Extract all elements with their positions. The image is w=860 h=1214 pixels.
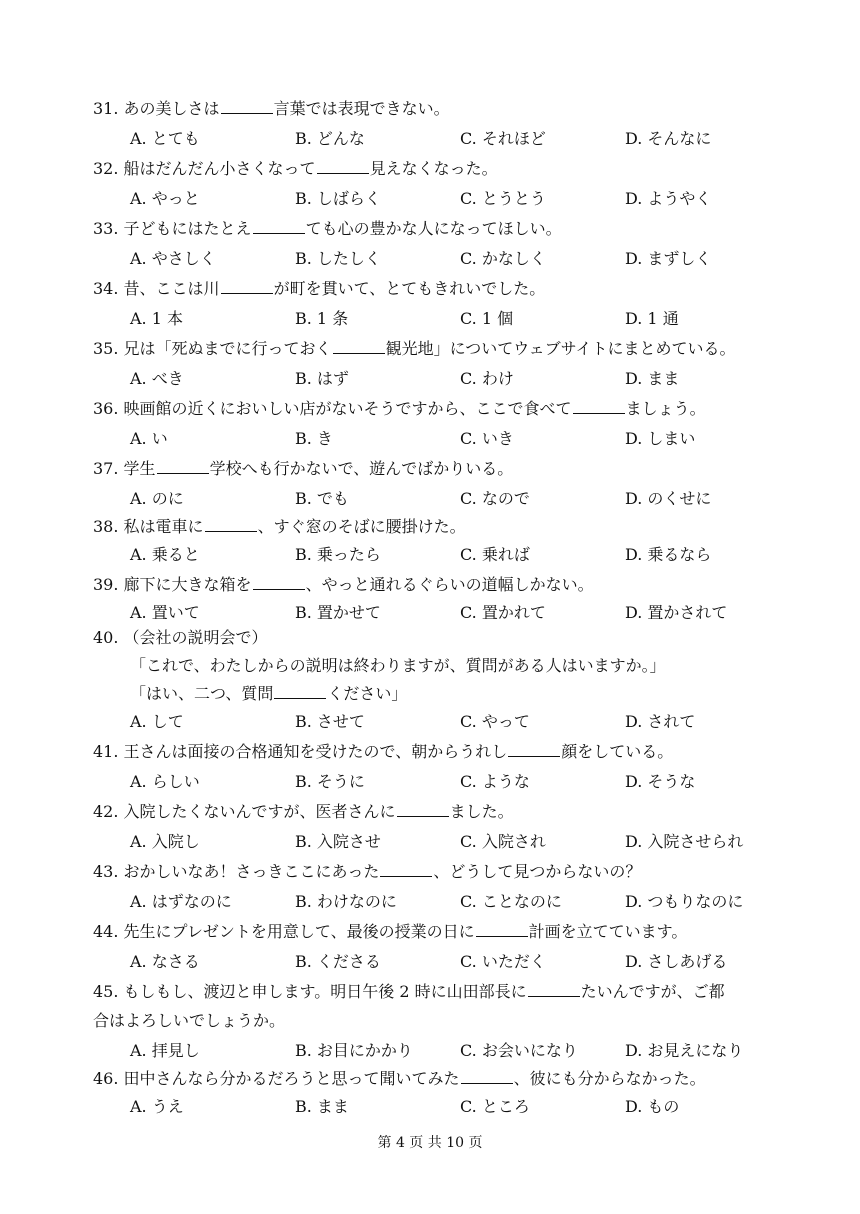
option-a: A. べき [130, 369, 184, 388]
option-a: A. やっと [130, 189, 200, 208]
option-b: B. 置かせて [295, 603, 381, 622]
option-b: B. どんな [295, 129, 365, 148]
question-34: 34. 昔、ここは川 が町を貫いて、とてもきれいでした。 [93, 279, 546, 298]
question-40-dialogue-1: 「これで、わたしからの説明は終わりますが、質問がある人はいますか。」 [130, 656, 666, 675]
question-31: 31. あの美しさは 言葉では表現できない。 [93, 99, 450, 118]
question-38: 38. 私は電車に 、すぐ窓のそばに腰掛けた。 [93, 517, 466, 536]
answer-blank [573, 399, 625, 414]
option-a: A. うえ [130, 1097, 184, 1116]
option-d: D. お見えになり [625, 1041, 744, 1060]
question-42: 42. 入院したくないんですが、医者さんに ました。 [93, 802, 514, 821]
option-a: A. 1 本 [130, 309, 183, 328]
option-c: C. お会いになり [460, 1041, 578, 1060]
option-a: A. はずなのに [130, 892, 232, 911]
option-c: C. 入院され [460, 832, 546, 851]
option-a: A. い [130, 429, 168, 448]
question-45: 45. もしもし、渡辺と申します。明日午後 2 時に山田部長に たいんですが、ご都 [93, 982, 725, 1001]
option-c: C. 置かれて [460, 603, 546, 622]
question-33: 33. 子どもにはたとえ ても心の豊かな人になってほしい。 [93, 219, 562, 238]
option-c: C. それほど [460, 129, 546, 148]
option-d: D. されて [625, 712, 696, 731]
option-b: B. 乗ったら [295, 545, 381, 564]
option-d: D. のくせに [625, 489, 712, 508]
question-35: 35. 兄は「死ぬまでに行っておく 観光地」についてウェブサイトにまとめている。 [93, 339, 736, 358]
option-a: A. とても [130, 129, 200, 148]
option-b: B. そうに [295, 772, 365, 791]
option-d: D. まま [625, 369, 680, 388]
question-32: 32. 船はだんだん小さくなって 見えなくなった。 [93, 159, 498, 178]
answer-blank [157, 459, 209, 474]
option-d: D. 入院させられ [625, 832, 744, 851]
answer-blank [508, 742, 560, 757]
option-b: B. き [295, 429, 333, 448]
option-c: C. ところ [460, 1097, 530, 1116]
question-39: 39. 廊下に大きな箱を 、やっと通れるぐらいの道幅しかない。 [93, 575, 594, 594]
option-d: D. まずしく [625, 249, 712, 268]
option-c: C. 1 個 [460, 309, 514, 328]
question-40: 40. （会社の説明会で） [93, 628, 268, 647]
option-a: A. 拝見し [130, 1041, 200, 1060]
answer-blank [380, 862, 432, 877]
option-b: B. わけなのに [295, 892, 397, 911]
option-c: C. かなしく [460, 249, 546, 268]
question-43: 43. おかしいなあ！さっきここにあった 、どうして見つからないの？ [93, 862, 642, 881]
option-b: B. お目にかかり [295, 1041, 413, 1060]
option-b: B. しばらく [295, 189, 381, 208]
option-d: D. そうな [625, 772, 696, 791]
answer-blank [253, 575, 305, 590]
option-c: C. わけ [460, 369, 514, 388]
answer-blank [461, 1069, 513, 1084]
option-a: A. らしい [130, 772, 200, 791]
question-37: 37. 学生 学校へも行かないで、遊んでばかりいる。 [93, 459, 514, 478]
answer-blank [333, 339, 385, 354]
option-d: D. しまい [625, 429, 696, 448]
option-d: D. ようやく [625, 189, 712, 208]
option-d: D. さしあげる [625, 952, 728, 971]
option-a: A. 置いて [130, 603, 200, 622]
option-c: C. いただく [460, 952, 546, 971]
page-footer: 第 4 页 共 10 页 [377, 1135, 483, 1151]
option-b: B. でも [295, 489, 349, 508]
question-36: 36. 映画館の近くにおいしい店がないそうですから、ここで食べて ましょう。 [93, 399, 706, 418]
option-a: A. なさる [130, 952, 200, 971]
option-b: B. したしく [295, 249, 381, 268]
answer-blank [221, 99, 273, 114]
answer-blank [221, 279, 273, 294]
answer-blank [274, 684, 326, 699]
option-b: B. 1 条 [295, 309, 349, 328]
option-c: C. ことなのに [460, 892, 562, 911]
answer-blank [476, 922, 528, 937]
answer-blank [205, 517, 257, 532]
option-b: B. まま [295, 1097, 349, 1116]
answer-blank [397, 802, 449, 817]
option-d: D. 乗るなら [625, 545, 712, 564]
question-40-dialogue-2: 「はい、二つ、質問 ください」 [130, 684, 408, 703]
option-a: A. やさしく [130, 249, 216, 268]
option-c: C. なので [460, 489, 530, 508]
answer-blank [317, 159, 369, 174]
option-c: C. いき [460, 429, 514, 448]
option-b: B. 入院させ [295, 832, 381, 851]
option-a: A. のに [130, 489, 184, 508]
option-a: A. 入院し [130, 832, 200, 851]
option-a: A. して [130, 712, 184, 731]
option-d: D. 1 通 [625, 309, 679, 328]
option-d: D. そんなに [625, 129, 712, 148]
question-45-continued: 合はよろしいでしょうか。 [93, 1011, 286, 1030]
option-c: C. ような [460, 772, 530, 791]
option-b: B. させて [295, 712, 365, 731]
option-d: D. もの [625, 1097, 680, 1116]
question-46: 46. 田中さんなら分かるだろうと思って聞いてみた 、彼にも分からなかった。 [93, 1069, 706, 1088]
option-b: B. くださる [295, 952, 381, 971]
option-c: C. 乗れば [460, 545, 530, 564]
option-c: C. やって [460, 712, 530, 731]
question-44: 44. 先生にプレゼントを用意して、最後の授業の日に 計画を立てています。 [93, 922, 688, 941]
answer-blank [528, 982, 580, 997]
option-c: C. とうとう [460, 189, 546, 208]
option-d: D. 置かされて [625, 603, 728, 622]
option-a: A. 乗ると [130, 545, 200, 564]
option-b: B. はず [295, 369, 349, 388]
answer-blank [253, 219, 305, 234]
option-d: D. つもりなのに [625, 892, 744, 911]
question-41: 41. 王さんは面接の合格通知を受けたので、朝からうれし 顔をしている。 [93, 742, 674, 761]
